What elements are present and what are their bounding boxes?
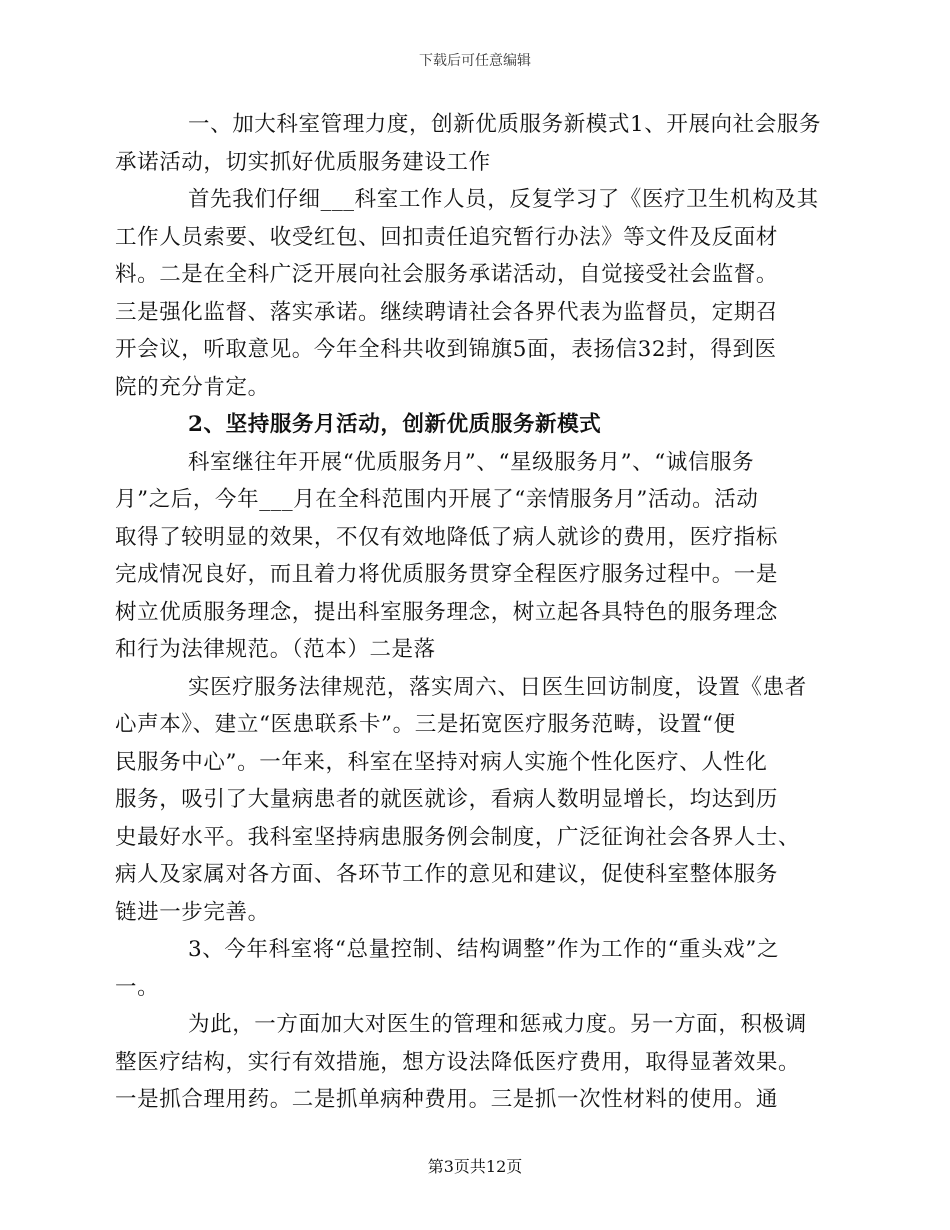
- text-line: 料。二是在全科广泛开展向社会服务承诺活动，自觉接受社会监督。: [115, 262, 779, 287]
- text-line: 服务，吸引了大量病患者的就医就诊，看病人数明显增长，均达到历: [115, 787, 779, 812]
- text-line: 一。: [115, 974, 160, 1000]
- text-line: 科室继往年开展“优质服务月”、“星级服务月”、“诚信服务: [188, 449, 755, 475]
- text-line: 为此，一方面加大对医生的管理和惩戒力度。另一方面，积极调: [188, 1012, 807, 1037]
- section-heading: 2、坚持服务月活动，创新优质服务新模式: [188, 412, 602, 437]
- text-line: 史最好水平。我科室坚持病患服务例会制度，广泛征询社会各界人士、: [115, 824, 801, 850]
- text-line: 民服务中心”。一年来，科室在坚持对病人实施个性化医疗、人性化: [115, 749, 768, 775]
- page-number: 第3页共12页: [427, 1157, 523, 1176]
- text-line: 工作人员索要、收受红包、回扣责任追究暂行办法》等文件及反面材: [115, 224, 779, 250]
- text-line: 三是强化监督、落实承诺。继续聘请社会各界代表为监督员，定期召: [115, 299, 779, 325]
- text-line: 开会议，听取意见。今年全科共收到锦旗5面，表扬信32封，得到医: [115, 337, 777, 362]
- text-line: 首先我们仔细___科室工作人员，反复学习了《医疗卫生机构及其: [188, 187, 819, 212]
- text-line: 整医疗结构，实行有效措施，想方设法降低医疗费用，取得显著效果。: [115, 1049, 801, 1075]
- text-line: 树立优质服务理念，提出科室服务理念，树立起各具特色的服务理念: [115, 599, 779, 625]
- text-line: 3、今年科室将“总量控制、结构调整”作为工作的“重头戏”之: [188, 937, 780, 962]
- text-line: 病人及家属对各方面、各环节工作的意见和建议，促使科室整体服务: [115, 862, 779, 887]
- text-line: 承诺活动，切实抓好优质服务建设工作: [115, 149, 491, 175]
- text-line: 实医疗服务法律规范，落实周六、日医生回访制度，设置《患者: [188, 674, 807, 700]
- text-line: 链进一步完善。: [115, 899, 270, 925]
- text-line: 心声本》、建立“医患联系卡”。三是拓宽医疗服务范畴，设置“便: [115, 712, 736, 737]
- document-body: [115, 106, 845, 1119]
- page-header: 下载后可任意编辑: [419, 53, 531, 69]
- text-line: 一、加大科室管理力度，创新优质服务新模式1、开展向社会服务: [188, 112, 822, 137]
- text-line: 一是抓合理用药。二是抓单病种费用。三是抓一次性材料的使用。通: [115, 1087, 779, 1112]
- text-line: 院的充分肯定。: [115, 374, 270, 400]
- text-line: 完成情况良好，而且着力将优质服务贯穿全程医疗服务过程中。一是: [115, 562, 779, 587]
- text-line: 月”之后，今年___月在全科范围内开展了“亲情服务月”活动。活动: [115, 487, 759, 512]
- text-line: 取得了较明显的效果，不仅有效地降低了病人就诊的费用，医疗指标: [115, 524, 779, 550]
- text-line: 和行为法律规范。（范本）二是落: [115, 637, 436, 662]
